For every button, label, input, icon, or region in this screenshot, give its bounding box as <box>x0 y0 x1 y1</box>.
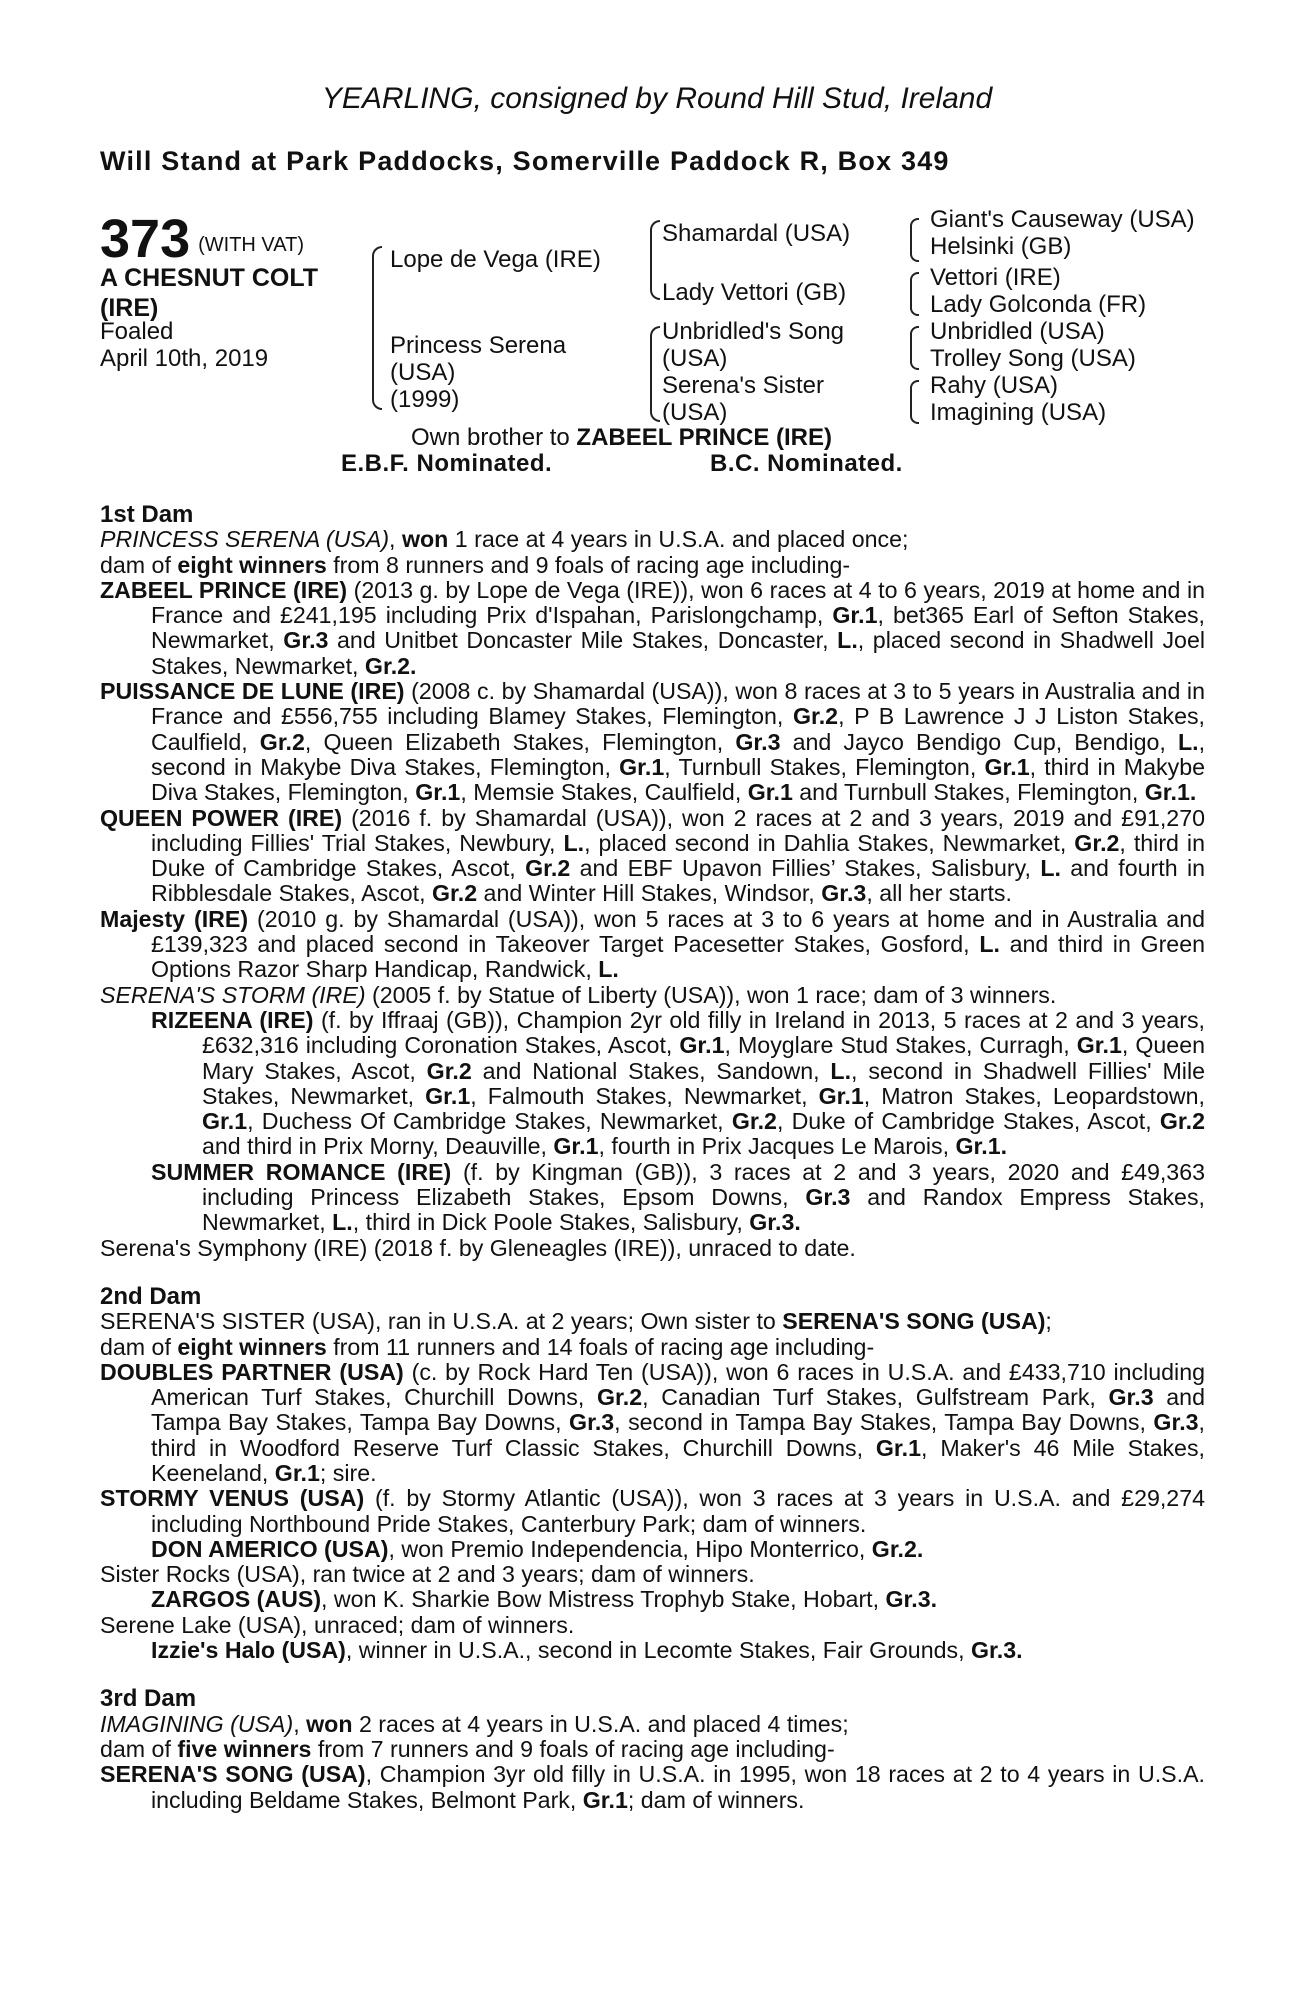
foaled-date: April 10th, 2019 <box>100 345 269 372</box>
race-text: and Winter Hill Stakes, Windsor, <box>477 880 822 907</box>
pedigree-ggp-4 <box>930 372 1106 426</box>
horse-name: DON AMERICO (USA) <box>151 1535 389 1562</box>
lot-number: 373 <box>100 209 191 269</box>
produce-serenas-song <box>100 1762 1205 1813</box>
horse-name: PUISSANCE DE LUNE (IRE) <box>100 678 405 705</box>
grade: L. <box>598 956 619 983</box>
race-text: and EBF Upavon Fillies’ Stakes, Salisbury, <box>570 855 1041 882</box>
race-text: , third in Dick Poole Stakes, Salisbury, <box>352 1209 750 1236</box>
horse-name: RIZEENA (IRE) <box>151 1006 314 1033</box>
horse-name: Majesty (IRE) <box>100 905 249 932</box>
race-text: , Turnbull Stakes, Flemington, <box>664 753 985 780</box>
race-text: , third in Woodford Reserve Turf Classic Stakes, Churchill Downs, <box>151 1409 1205 1461</box>
pedigree-brace-g3 <box>910 326 919 370</box>
grade: Gr.1 <box>747 779 793 806</box>
pedigree-dam-dam-line-2: (USA) <box>662 399 728 426</box>
second-dam-runners: from 11 runners and 14 foals of racing age including- <box>326 1333 875 1360</box>
horse-name: SUMMER ROMANCE (IRE) <box>151 1158 452 1185</box>
grade: Gr.1 <box>553 1133 599 1160</box>
race-text: (2013 g. by Lope de Vega (IRE)), won 6 races at 4 to 6 years, 2019 at home and in France and £241,195 including Prix d'Ispahan, Parislongchamp, <box>151 576 1206 629</box>
location-line: Will Stand at Park Paddocks, Somerville Paddock R, Box 349 <box>100 146 950 176</box>
produce-zabeel-prince <box>100 578 1205 679</box>
horse-name: ZARGOS (AUS) <box>151 1586 322 1613</box>
race-text: , second in Makybe Diva Stakes, Flemington, <box>151 728 1206 780</box>
ebf-nominated: E.B.F. Nominated. <box>341 450 553 477</box>
produce-zargos <box>100 1587 1205 1612</box>
horse-name: ZABEEL PRINCE (IRE) <box>100 576 348 603</box>
grade: Gr.3 <box>1108 1384 1154 1411</box>
grade: Gr.3 <box>1153 1409 1199 1436</box>
horse-name: DOUBLES PARTNER (USA) <box>100 1358 404 1385</box>
second-dam-line <box>100 1309 1205 1334</box>
grade: Gr.2 <box>731 1108 777 1135</box>
foaled-info <box>100 318 268 372</box>
second-dam-heading: 2nd Dam <box>100 1282 202 1310</box>
pedigree-g6: Trolley Song (USA) <box>930 345 1136 372</box>
produce-majesty <box>100 907 1205 983</box>
race-text: (c. by Rock Hard Ten (USA)), won 6 races in U.S.A. and £433,710 including American Turf Stakes, Churchill Downs, <box>151 1358 1205 1411</box>
first-dam-heading: 1st Dam <box>100 501 194 528</box>
pedigree-ggp-1 <box>930 206 1195 260</box>
section-gap <box>100 1663 1205 1686</box>
race-text: , Queen Elizabeth Stakes, Flemington, <box>304 728 736 755</box>
first-dam-name: PRINCESS SERENA (USA) <box>100 526 390 553</box>
pedigree-dam-line-2: (USA) <box>390 359 456 386</box>
race-text: and third in Prix Morny, Deauville, <box>202 1133 554 1160</box>
race-text: , won K. Sharkie Bow Mistress Trophyb Stake, Hobart, <box>321 1586 886 1613</box>
grade: L. <box>563 829 585 856</box>
grade: Gr.3 <box>805 1184 851 1211</box>
race-text: , all her starts. <box>866 880 1012 907</box>
pedigree-g3: Vettori (IRE) <box>930 264 1061 291</box>
pedigree-g5: Unbridled (USA) <box>930 318 1105 345</box>
race-text: (2008 c. by Shamardal (USA)), won 8 races at 3 to 5 years in Australia and in France and £556,755 including Blamey Stakes, Flemington, <box>151 678 1205 730</box>
bc-nominated: B.C. Nominated. <box>710 450 903 477</box>
first-dam-record: 1 race at 4 years in U.S.A. and placed once; <box>448 526 909 553</box>
grade: Gr.1 <box>202 1108 248 1135</box>
race-text: , third in Makybe Diva Stakes, Flemington, <box>151 753 1205 806</box>
grade: Gr.2 <box>426 1057 472 1084</box>
race-text: , second in Shadwell Fillies' Mile Stakes, Newmarket, <box>202 1057 1205 1109</box>
race-text: and Randox Empress Stakes, Newmarket, <box>202 1184 1205 1236</box>
race-text: , fourth in Prix Jacques Le Marois, <box>598 1133 956 1160</box>
grade: L. <box>1040 855 1061 882</box>
second-dam-produce-line <box>100 1335 1205 1360</box>
grade: Gr.1 <box>875 1434 922 1461</box>
race-text: , Canadian Turf Stakes, Gulfstream Park, <box>642 1384 1109 1411</box>
horse-name: QUEEN POWER (IRE) <box>100 804 343 831</box>
third-dam-dam-of: dam of <box>100 1735 178 1762</box>
pedigree-brace-g4 <box>910 380 919 424</box>
race-text: , Falmouth Stakes, Newmarket, <box>470 1082 819 1109</box>
race-text: and Tampa Bay Stakes, Tampa Bay Downs, <box>151 1384 1205 1436</box>
produce-queen-power <box>100 806 1205 907</box>
horse-name: Izzie's Halo (USA) <box>151 1637 346 1664</box>
third-dam-name: IMAGINING (USA) <box>100 1710 294 1737</box>
third-dam-record: 2 races at 4 years in U.S.A. and placed 4 times; <box>352 1710 849 1737</box>
grade: Gr.2 <box>525 855 571 882</box>
produce-summer-romance <box>100 1160 1205 1236</box>
race-text: , placed second in Dahlia Stakes, Newmarket, <box>584 829 1075 856</box>
produce-puissance-de-lune <box>100 679 1205 805</box>
grade: Gr.1. <box>955 1133 1008 1160</box>
pedigree-g1: Giant's Causeway (USA) <box>930 206 1195 233</box>
grade: L. <box>979 931 1000 958</box>
third-dam-runners: from 7 runners and 9 foals of racing age including- <box>311 1735 835 1762</box>
race-text: (2010 g. by Shamardal (USA)), won 5 races at 3 to 6 years at home and in Australia and £139,323 and placed second in Takeover Target Pacesetter Stakes, Gosford, <box>151 905 1205 958</box>
pedigree-g7: Rahy (USA) <box>930 372 1059 399</box>
third-dam-produce-line <box>100 1737 1205 1762</box>
grade: Gr.2 <box>792 703 839 730</box>
grade: Gr.1 <box>619 753 665 780</box>
race-text: , Duke of Cambridge Stakes, Ascot, <box>776 1108 1160 1135</box>
lot-number-block <box>100 208 304 270</box>
pedigree-brace-main <box>372 246 382 410</box>
own-brother-prefix: Own brother to <box>411 424 577 451</box>
race-text: and Jayco Bendigo Cup, Bendigo, <box>780 728 1178 755</box>
grade: Gr.1 <box>415 779 461 806</box>
race-text: , second in Tampa Bay Stakes, Tampa Bay Downs, <box>614 1409 1154 1436</box>
third-dam-won: won <box>306 1710 353 1737</box>
grade: Gr.1 <box>679 1032 725 1059</box>
pedigree-g8: Imagining (USA) <box>930 399 1107 426</box>
grade: Gr.1 <box>984 753 1030 780</box>
second-dam-winners: eight winners <box>177 1333 327 1360</box>
pedigree-ggp-2 <box>930 264 1146 318</box>
produce-sister-rocks: Sister Rocks (USA), ran twice at 2 and 3 years; dam of winners. <box>100 1561 755 1588</box>
section-gap <box>100 1261 1205 1284</box>
pedigree-dam-dam-line-1: Serena's Sister <box>662 372 824 399</box>
grade: L. <box>1177 728 1199 755</box>
produce-don-americo <box>100 1537 1205 1562</box>
pedigree-dam <box>390 332 566 413</box>
race-text: and Turnbull Stakes, Flemington, <box>792 779 1145 806</box>
pedigree-sire: Lope de Vega (IRE) <box>390 246 601 273</box>
race-text: , Memsie Stakes, Caulfield, <box>460 779 748 806</box>
race-text: , placed second in Shadwell Joel Stakes, Newmarket, <box>151 627 1205 679</box>
second-dam-record: SERENA'S SISTER (USA), ran in U.S.A. at 2 years; Own sister to <box>100 1308 783 1335</box>
race-text: and National Stakes, Sandown, <box>471 1057 831 1084</box>
grade: Gr.3 <box>821 880 867 907</box>
race-text: (f. by Iffraaj (GB)), Champion 2yr old filly in Ireland in 2013, 5 races at 2 and 3 years, £632,316 including Coronation Stakes, Ascot, <box>202 1006 1206 1059</box>
pedigree-sire-sire: Shamardal (USA) <box>662 220 851 247</box>
own-brother-name: ZABEEL PRINCE (IRE) <box>576 424 832 451</box>
race-text: ; dam of winners. <box>627 1786 805 1813</box>
third-dam-winners: five winners <box>177 1735 312 1762</box>
first-dam-produce-line <box>100 553 1205 578</box>
horse-name: SERENA'S SONG (USA) <box>100 1761 366 1788</box>
pedigree-brace-dam <box>650 326 660 422</box>
grade: L. <box>837 627 858 654</box>
produce-serenas-storm <box>100 983 1205 1008</box>
produce-stormy-venus <box>100 1486 1205 1537</box>
grade: Gr.3 <box>735 728 781 755</box>
grade: Gr.3. <box>885 1586 938 1613</box>
race-text: (2005 f. by Statue of Liberty (USA)), won 1 race; dam of 3 winners. <box>365 981 1057 1008</box>
grade: Gr.1 <box>274 1459 320 1486</box>
horse-name: SERENA'S SONG (USA) <box>782 1308 1046 1335</box>
consignment-line: YEARLING, consigned by Round Hill Stud, Ireland <box>321 82 993 115</box>
pedigree-g4: Lady Golconda (FR) <box>930 291 1147 318</box>
lot-description-line-2: (IRE) <box>100 294 159 322</box>
race-text: (f. by Stormy Atlantic (USA)), won 3 races at 3 years in U.S.A. and £29,274 including Northbound Pride Stakes, Canterbury Park; dam of winners. <box>151 1485 1205 1537</box>
race-text: , P B Lawrence J J Liston Stakes, Caulfield, <box>151 703 1205 755</box>
race-text: , Matron Stakes, Leopardstown, <box>863 1082 1205 1109</box>
race-text: ; sire. <box>319 1459 377 1486</box>
grade: Gr.1. <box>1144 779 1197 806</box>
race-text: , won Premio Independencia, Hipo Monterrico, <box>388 1535 872 1562</box>
pedigree-dam-sire-line-1: Unbridled's Song <box>662 318 845 345</box>
grade: Gr.3 <box>569 1409 615 1436</box>
vat-label: (WITH VAT) <box>198 234 305 256</box>
grade: Gr.1 <box>582 1786 628 1813</box>
grade: Gr.1 <box>818 1082 864 1109</box>
lot-description-line-1: A CHESNUT COLT <box>100 264 319 292</box>
foaled-label: Foaled <box>100 318 174 345</box>
produce-izzies-halo <box>100 1638 1205 1663</box>
second-dam-dam-of: dam of <box>100 1333 178 1360</box>
produce-serene-lake: Serene Lake (USA), unraced; dam of winners. <box>100 1611 575 1638</box>
grade: L. <box>830 1057 852 1084</box>
race-text: , bet365 Earl of Sefton Stakes, Newmarket, <box>151 602 1206 654</box>
race-text: , Duchess Of Cambridge Stakes, Newmarket, <box>247 1108 732 1135</box>
horse-name: STORMY VENUS (USA) <box>100 1485 365 1512</box>
grade: Gr.2. <box>871 1535 924 1562</box>
grade: Gr.3. <box>970 1637 1023 1664</box>
pedigree-ggp-3 <box>930 318 1136 372</box>
third-dam-heading: 3rd Dam <box>100 1685 197 1713</box>
grade: Gr.1 <box>425 1082 471 1109</box>
pedigree-brace-g2 <box>910 272 919 316</box>
first-dam-dam-of: dam of <box>100 551 178 578</box>
pedigree-dam-sire <box>662 318 844 372</box>
horse-name: SERENA'S STORM (IRE) <box>100 981 366 1008</box>
race-text: , Queen Mary Stakes, Ascot, <box>202 1032 1205 1084</box>
pedigree-brace-sire <box>650 220 660 300</box>
lot-description <box>100 263 360 323</box>
pedigree-dam-dam <box>662 372 824 426</box>
race-text: , Maker's 46 Mile Stakes, Keeneland, <box>151 1434 1205 1486</box>
pedigree-brace-g1 <box>910 218 919 262</box>
punctuation: ; <box>1045 1308 1052 1335</box>
produce-rizeena <box>100 1008 1205 1160</box>
catalogue-body <box>100 502 1205 1813</box>
pedigree-dam-sire-line-2: (USA) <box>662 345 728 372</box>
race-text: , third in Duke of Cambridge Stakes, Ascot, <box>151 829 1205 882</box>
grade: Gr.1 <box>1076 1032 1122 1059</box>
first-dam-line: PRINCESS SERENA (USA), won 1 race at 4 years in U.S.A. and placed once; <box>100 526 909 553</box>
first-dam-runners: from 8 runners and 9 foals of racing age including- <box>326 551 851 578</box>
grade: Gr.2 <box>596 1384 643 1411</box>
grade: Gr.2 <box>259 728 305 755</box>
grade: L. <box>332 1209 353 1236</box>
race-text: (f. by Kingman (GB)), 3 races at 2 and 3 years, 2020 and £49,363 including Princess Elizabeth Stakes, Epsom Downs, <box>202 1158 1205 1211</box>
grade: Gr.3. <box>749 1209 801 1236</box>
pedigree-dam-line-3: (1999) <box>390 386 460 413</box>
third-dam-line: IMAGINING (USA), won 2 races at 4 years in U.S.A. and placed 4 times; <box>100 1710 849 1737</box>
race-text: , Champion 3yr old filly in U.S.A. in 1995, won 18 races at 2 to 4 years in U.S.A. including Beldame Stakes, Belmont Park, <box>151 1761 1205 1813</box>
race-text: and Unitbet Doncaster Mile Stakes, Doncaster, <box>328 627 838 654</box>
produce-doubles-partner <box>100 1360 1205 1486</box>
grade: Gr.2. <box>364 652 417 679</box>
pedigree-dam-line-1: Princess Serena <box>390 332 567 359</box>
first-dam-won: won <box>401 526 449 553</box>
produce-serenas-symphony: Serena's Symphony (IRE) (2018 f. by Gleneagles (IRE)), unraced to date. <box>100 1234 856 1261</box>
first-dam-winners: eight winners <box>177 551 327 578</box>
race-text: (2016 f. by Shamardal (USA)), won 2 races at 2 and 3 years, 2019 and £91,270 including Fillies' Trial Stakes, Newbury, <box>151 804 1205 856</box>
grade: Gr.2 <box>1074 829 1120 856</box>
race-text: , Moyglare Stud Stakes, Curragh, <box>724 1032 1077 1059</box>
pedigree-g2: Helsinki (GB) <box>930 233 1072 260</box>
grade: Gr.2 <box>431 880 478 907</box>
pedigree-sire-dam: Lady Vettori (GB) <box>662 279 847 306</box>
race-text: and third in Green Options Razor Sharp Handicap, Randwick, <box>151 931 1205 983</box>
race-text: and fourth in Ribblesdale Stakes, Ascot, <box>151 855 1205 907</box>
race-text: , winner in U.S.A., second in Lecomte Stakes, Fair Grounds, <box>345 1637 971 1664</box>
grade: Gr.3 <box>283 627 329 654</box>
grade: Gr.1 <box>832 602 878 629</box>
grade: Gr.2 <box>1159 1108 1205 1135</box>
own-brother-note <box>411 424 832 452</box>
